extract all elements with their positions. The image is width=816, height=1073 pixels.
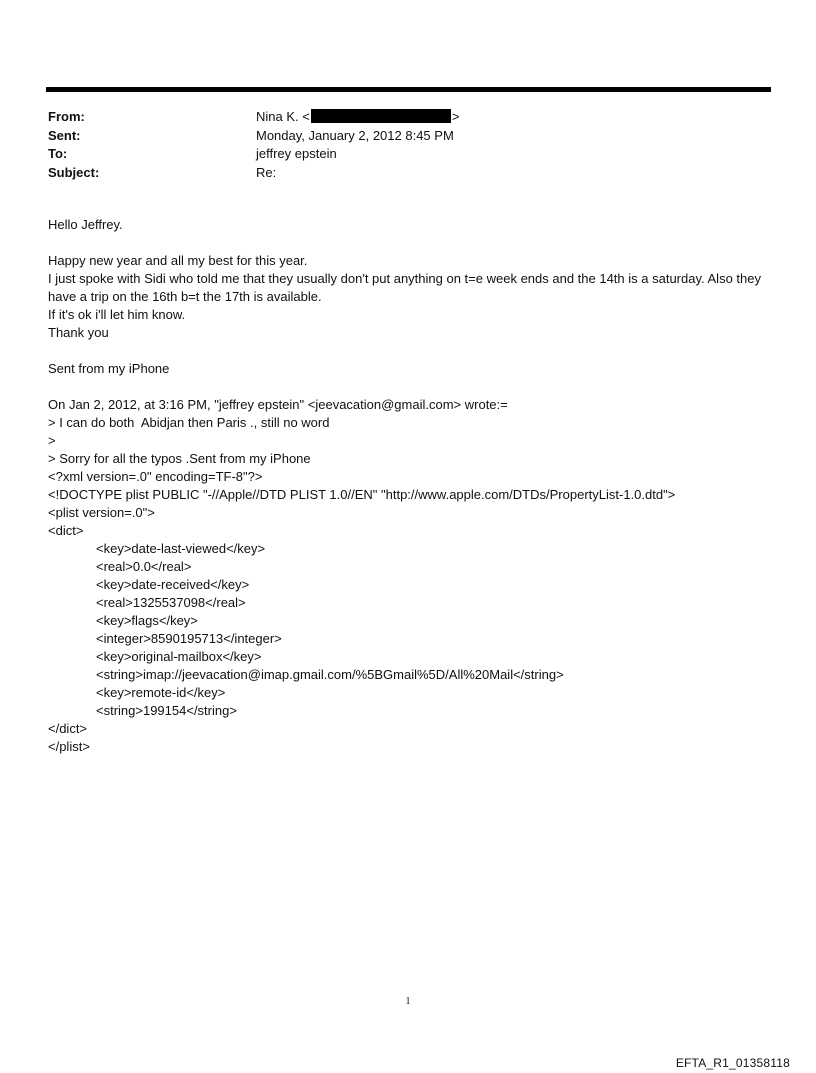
redaction-box: [311, 109, 451, 123]
body-line: I just spoke with Sidi who told me that they usually don't put anything on t=e week ends and the 14th is a saturday. Also they have a trip on the 16th b=t the 17th is available.: [48, 271, 761, 304]
xml-line: <dict>: [48, 523, 84, 538]
quote-line: > I can do both Abidjan then Paris ., still no word: [48, 415, 330, 430]
to-value: jeffrey epstein: [256, 146, 337, 161]
xml-line: </dict>: [48, 721, 88, 736]
body-line: Thank you: [48, 325, 109, 340]
signature: Sent from my iPhone: [48, 361, 170, 376]
xml-line: <key>original-mailbox</key>: [96, 649, 262, 664]
subject-value: Re:: [256, 164, 277, 180]
xml-line: <!DOCTYPE plist PUBLIC "-//Apple//DTD PLIST 1.0//EN" "http://www.apple.com/DTDs/PropertyList-1.0.dtd">: [48, 487, 676, 502]
from-close: >: [451, 109, 460, 124]
from-label: From:: [48, 109, 85, 124]
xml-line: <key>date-received</key>: [96, 577, 250, 592]
xml-line: <key>remote-id</key>: [96, 685, 226, 700]
sent-label: Sent:: [48, 127, 81, 143]
body-line: If it's ok i'll let him know.: [48, 307, 186, 322]
xml-line: <plist version=.0">: [48, 505, 155, 520]
xml-line: <real>1325537098</real>: [96, 595, 246, 610]
quote-line: > Sorry for all the typos .Sent from my iPhone: [48, 451, 311, 466]
xml-line: <real>0.0</real>: [96, 559, 192, 574]
xml-line: <integer>8590195713</integer>: [96, 631, 282, 646]
xml-line: <string>199154</string>: [96, 703, 237, 718]
bates-number: EFTA_R1_01358118: [675, 1056, 790, 1070]
from-value: [256, 108, 459, 127]
body-line: Happy new year and all my best for this year.: [48, 253, 308, 268]
xml-line: <key>flags</key>: [96, 613, 198, 628]
to-label: To:: [48, 146, 68, 161]
xml-line: <key>date-last-viewed</key>: [96, 541, 266, 556]
sent-row: [48, 127, 459, 146]
xml-line: <string>imap://jeevacation@imap.gmail.com/%5BGmail%5D/All%20Mail</string>: [96, 667, 564, 682]
subject-label: Subject:: [48, 164, 100, 180]
subject-row: [48, 164, 459, 183]
from-row: [48, 108, 459, 127]
to-row: [48, 145, 459, 164]
greeting: Hello Jeffrey.: [48, 217, 123, 232]
header-rule: [46, 87, 771, 92]
xml-line: </plist>: [48, 739, 90, 754]
quote-header: On Jan 2, 2012, at 3:16 PM, "jeffrey epstein" <jeevacation@gmail.com> wrote:=: [48, 397, 508, 412]
from-name: Nina K. <: [256, 109, 310, 124]
email-body: [48, 216, 778, 756]
email-header: [48, 108, 459, 182]
page-number: 1: [405, 996, 411, 1007]
quote-line: >: [48, 433, 56, 448]
sent-value: Monday, January 2, 2012 8:45 PM: [256, 127, 454, 143]
xml-line: <?xml version=.0" encoding=TF-8"?>: [48, 469, 263, 484]
